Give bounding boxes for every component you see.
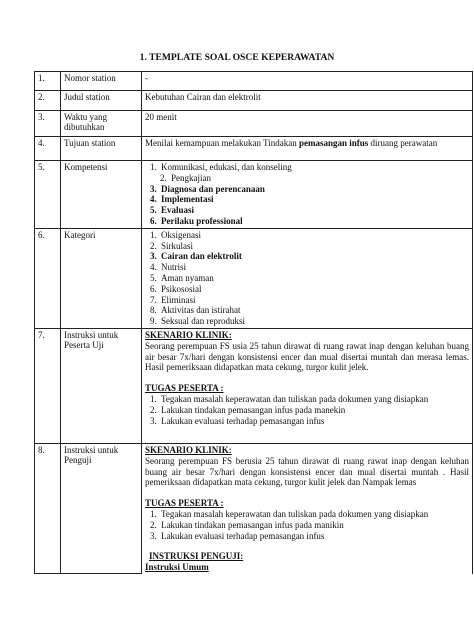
row-number: 3. (35, 111, 61, 137)
purpose-bold: pemasangan infus (298, 138, 369, 148)
list-item: 2. Pengkajian (169, 173, 469, 184)
list-item: 8. Aktivitas dan istirahat (159, 305, 469, 316)
list-item: 1. Komunikasi, edukasi, dan konseling (159, 162, 469, 173)
row-value (142, 228, 473, 328)
row-label: Kategori (61, 228, 142, 328)
list-item: 3. Cairan dan elektrolit (159, 251, 469, 262)
row-number: 2. (35, 91, 61, 111)
row-label: Kompetensi (61, 161, 142, 229)
scenario-text: Seorang perempuan FS berusia 25 tahun dirawat di ruang rawat inap dengan keluhan buang air besar 7x/hari dengan konsistensi encer dan mual disertai muntah . Hasil pemeriksaan didapatkan mata cekung, turgor kulit jelek dan Nampak lemas (145, 455, 469, 488)
list-item: 5. Aman nyaman (159, 273, 469, 284)
row-number: 4. (35, 137, 61, 161)
list-item: 4. Nutrisi (159, 262, 469, 273)
row-value (142, 328, 473, 443)
list-item: 3. Diagnosa dan perencanaan (159, 184, 469, 195)
document-heading: 1. TEMPLATE SOAL OSCE KEPERAWATAN (139, 52, 335, 63)
general-instructions-title: Instruksi Umum (145, 562, 209, 573)
table-row (35, 161, 473, 229)
row-number: 1. (35, 72, 61, 91)
table-row (35, 228, 473, 328)
category-list (145, 230, 469, 327)
row-value: 20 menit (142, 111, 473, 137)
row-number: 8. (35, 443, 61, 573)
row-label: Instruksi untuk Penguji (61, 443, 142, 573)
table-row (35, 137, 473, 161)
row-value (142, 137, 473, 161)
list-item: 3. Lakukan evaluasi terhadap pemasangan infus (159, 531, 469, 542)
list-item: 6. Perilaku professional (159, 216, 469, 227)
task-list (145, 394, 469, 426)
table-row (35, 72, 473, 91)
tasks-title: TUGAS PESERTA : (145, 383, 224, 394)
competency-list (145, 162, 469, 227)
list-item: 4. Implementasi (159, 194, 469, 205)
row-label: Judul station (61, 91, 142, 111)
list-item: 1. Tegakan masalah keperawatan dan tuliskan pada dokumen yang disiapkan (159, 509, 469, 520)
list-item: 2. Sirkulasi (159, 241, 469, 252)
scenario-title: SKENARIO KLINIK: (145, 444, 232, 455)
purpose-text: Menilai kemampuan melakukan Tindakan (145, 138, 299, 148)
row-value: - (142, 72, 473, 91)
examiner-instructions-title: INSTRUKSI PENGUJI: (149, 551, 244, 562)
table-row (35, 91, 473, 111)
task-list (145, 509, 469, 541)
table-row (35, 328, 473, 443)
list-item: 6. Psikososial (159, 284, 469, 295)
row-number: 7. (35, 328, 61, 443)
scenario-text: Seorang perempuan FS usia 25 tahun dirawat di ruang rawat inap dengan keluhan buang air besar 7x/hari dengan konsistensi encer dan mual disertai muntah dan merasa lemas. Hasil pemeriksaan didapatkan mata cekung, turgor kulit jelek. (145, 340, 469, 373)
row-label: Tujuan station (61, 137, 142, 161)
row-value (142, 161, 473, 229)
list-item: 5. Evaluasi (159, 205, 469, 216)
row-label: Instruksi untuk Peserta Uji (61, 328, 142, 443)
table-row (35, 111, 473, 137)
list-item: 9. Seksual dan reproduksi (159, 316, 469, 327)
osce-template-table (34, 71, 473, 574)
scenario-title: SKENARIO KLINIK: (145, 329, 232, 340)
list-item: 1. Tegakan masalah keperawatan dan tuliskan pada dokumen yang disiapkan (159, 394, 469, 405)
list-item: 7. Eliminasi (159, 295, 469, 306)
list-item: 2. Lakukan tindakan pemasangan infus pada manikin (159, 520, 469, 531)
row-value (142, 443, 473, 573)
list-item: 1. Oksigenasi (159, 230, 469, 241)
list-item: 2. Lakukan tindakan pemasangan infus pada manekin (159, 405, 469, 416)
row-label: Waktu yang dibutuhkan (61, 111, 142, 137)
list-item: 3. Lakukan evaluasi terhadap pemasangan infus (159, 416, 469, 427)
row-number: 6. (35, 228, 61, 328)
table-row (35, 443, 473, 573)
tasks-title: TUGAS PESERTA : (145, 498, 224, 509)
row-label: Nomor station (61, 72, 142, 91)
purpose-text-end: diruang perawatan (368, 138, 438, 148)
row-number: 5. (35, 161, 61, 229)
row-value: Kebutuhan Cairan dan elektrolit (142, 91, 473, 111)
